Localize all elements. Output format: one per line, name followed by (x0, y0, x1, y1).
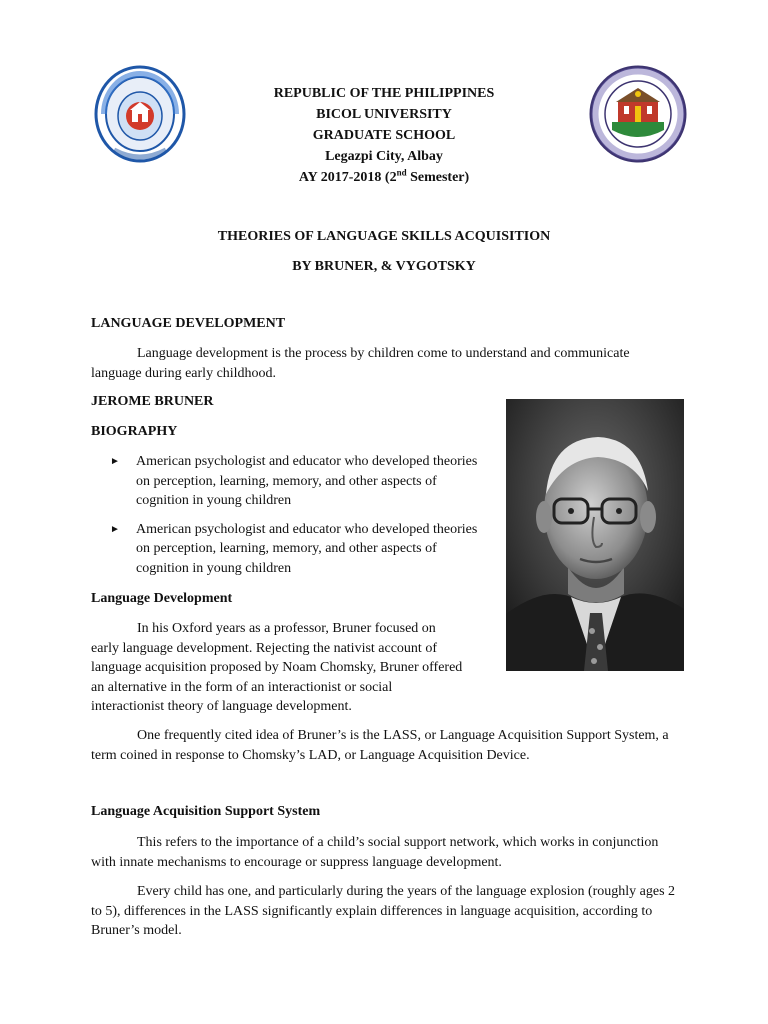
header-line-school: GRADUATE SCHOOL (312, 128, 456, 143)
bullet-arrow-icon: ► (110, 456, 120, 467)
lass-paragraph-1: This refers to the importance of a child’s social support network, which works in conjunction with innate mechanisms to encourage or suppress language development. (91, 835, 659, 870)
lass-paragraph-2: Every child has one, and particularly during the years of the language explosion (roughly ages 2 to 5), differences in the LASS significantly explain differences in language acquisition, according to Bruner’s model. (91, 884, 676, 938)
header-line-university: BICOL UNIVERSITY (316, 107, 452, 122)
biography-bullet-item: ► American psychologist and educator who developed theories on perception, learning, memory, and other aspects of cognition in young children (110, 521, 478, 576)
bullet-arrow-icon: ► (110, 523, 120, 535)
header-line-academic-year: AY 2017-2018 (2nd Semester) (298, 167, 470, 185)
lass-heading: Language Acquisition Support System (91, 804, 321, 819)
bruner-name-heading: JEROME BRUNER (91, 394, 214, 409)
lass-definition-paragraph: One frequently cited idea of Bruner’s is the LASS, or Language Acquisition Support System, a term coined in response to Chomsky’s LAD, or Language Acquisition Device. (91, 728, 669, 763)
biography-bullet-list (108, 452, 478, 587)
graduate-school-seal-icon (588, 64, 688, 164)
bruner-oxford-paragraph: In his Oxford years as a professor, Bruner focused on early language development. Rejecting the nativist account of language acquisition proposed by Noam Chomsky, Bruner offered an alternative in the form of an interactionist or social interactionist theory of language development. (91, 621, 463, 714)
biography-bullet-item: ► American psychologist and educator who developed theories on perception, learning, memory, and other aspects of cognition in young children (110, 454, 478, 508)
document-title-line2: BY BRUNER, & VYGOTSKY (292, 259, 476, 274)
section-heading-language-development: LANGUAGE DEVELOPMENT (91, 316, 286, 331)
header-line-republic: REPUBLIC OF THE PHILIPPINES (273, 86, 495, 101)
biography-heading: BIOGRAPHY (91, 424, 178, 439)
document-title-line1: THEORIES OF LANGUAGE SKILLS ACQUISITION (217, 229, 551, 244)
jerome-bruner-portrait (506, 399, 684, 671)
header-line-city: Legazpi City, Albay (325, 149, 443, 164)
bruner-language-development-heading: Language Development (91, 591, 233, 606)
language-development-paragraph: Language development is the process by children come to understand and communicate language during early childhood. (91, 346, 630, 381)
